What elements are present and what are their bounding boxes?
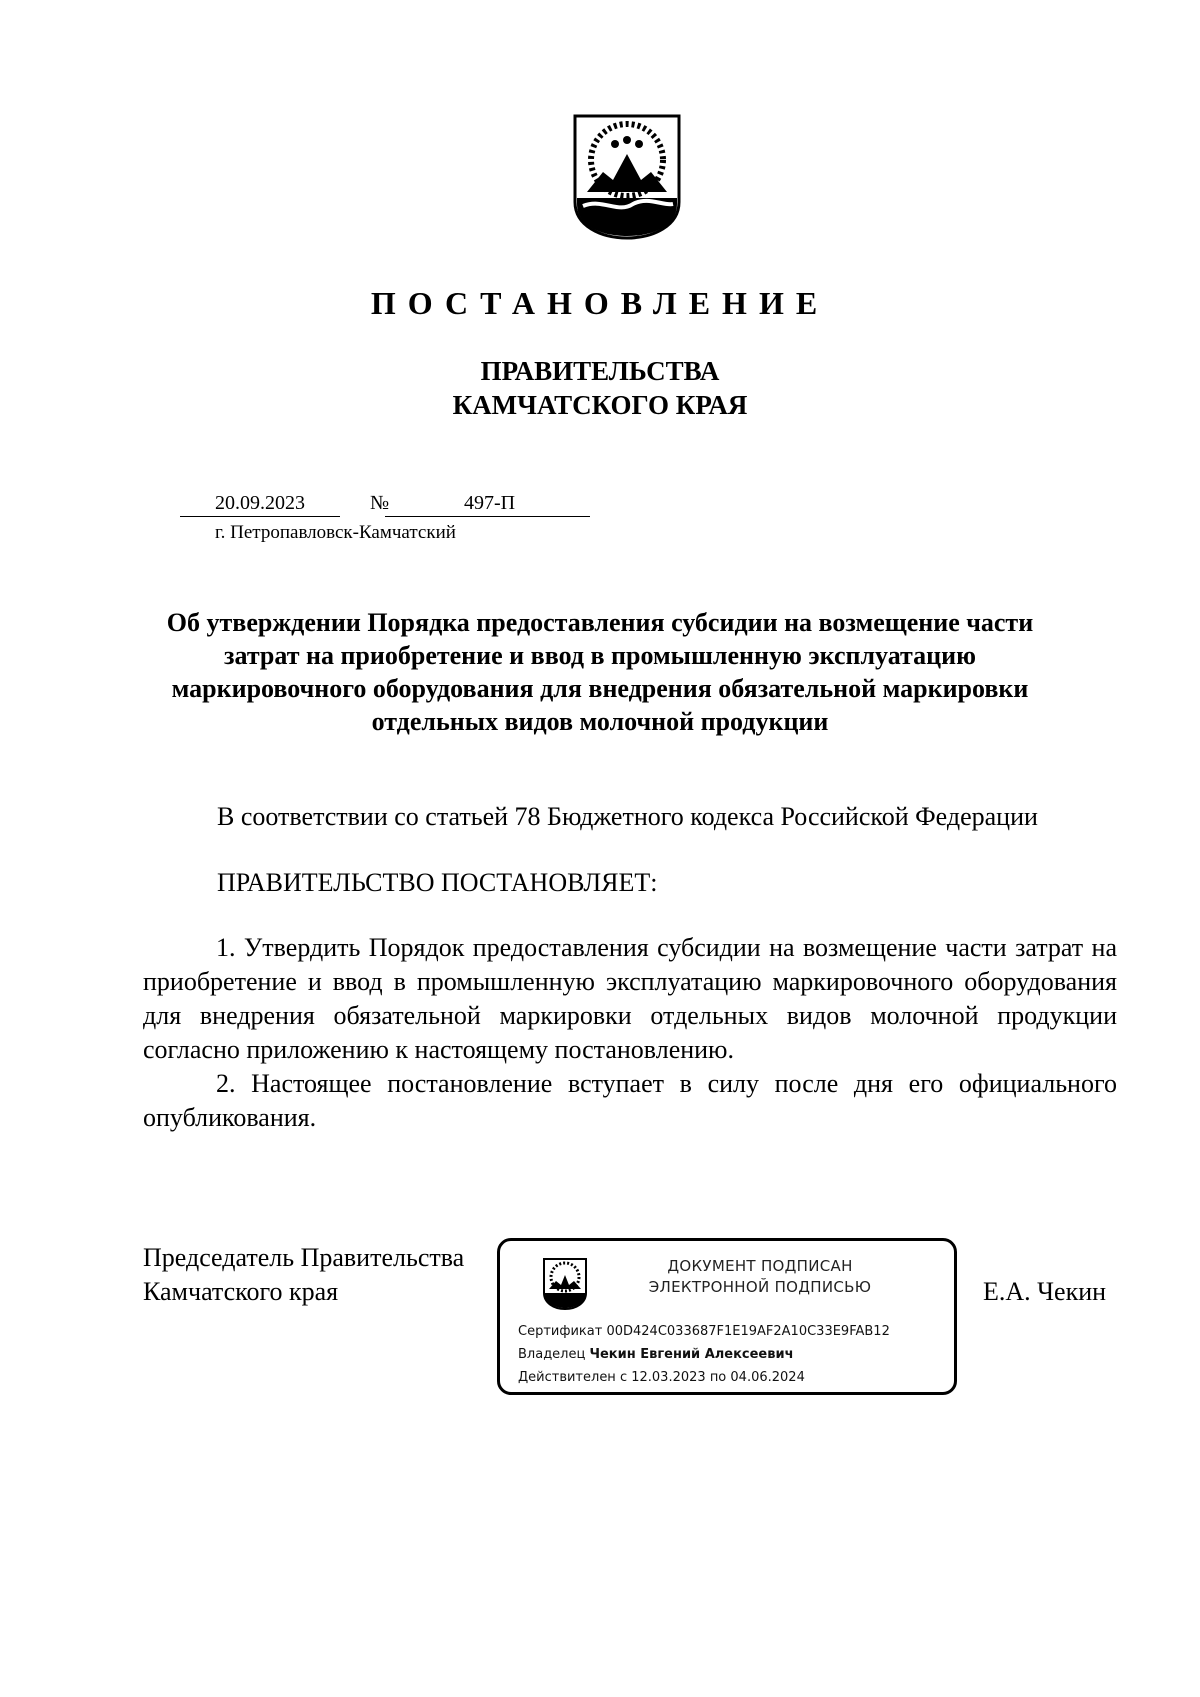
preamble: В соответствии со статьей 78 Бюджетного кодекса Российской Федерации — [217, 802, 1038, 831]
certificate-label: Сертификат — [518, 1324, 603, 1339]
electronic-signature-stamp — [497, 1238, 957, 1395]
date-underline — [180, 516, 340, 517]
document-title: ПОСТАНОВЛЕНИЕ — [370, 285, 830, 321]
resolves-heading: ПРАВИТЕЛЬСТВО ПОСТАНОВЛЯЕТ: — [217, 868, 658, 897]
document-number: 497-П — [464, 492, 516, 514]
number-underline — [385, 516, 590, 517]
subject-line: маркировочного оборудования для внедрения обязательной маркировки — [171, 674, 1029, 703]
subject-line: затрат на приобретение и ввод в промышленную эксплуатацию — [224, 641, 976, 670]
valid-from-label: Действителен с — [518, 1370, 628, 1385]
stamp-validity — [518, 1370, 805, 1385]
stamp-header-line-1: ДОКУМЕНТ ПОДПИСАН — [667, 1257, 853, 1275]
item-1: 1. Утвердить Порядок предоставления субсидии на возмещение части затрат на приобретение и ввод в промышленную эксплуатацию маркировочного оборудования для внедрения обязательной маркировки отдельных видов молочной продукции согласно приложению к настоящему постановлению. — [143, 933, 1117, 1064]
authority-line-1: ПРАВИТЕЛЬСТВА — [480, 356, 720, 386]
stamp-owner — [518, 1347, 794, 1362]
stamp-certificate — [518, 1324, 890, 1339]
authority-line-2: КАМЧАТСКОГО КРАЯ — [452, 390, 748, 420]
signatory-name: Е.А. Чекин — [983, 1277, 1107, 1306]
document-date: 20.09.2023 — [215, 492, 305, 514]
signatory-title-line-2: Камчатского края — [143, 1277, 339, 1306]
valid-from-value: 12.03.2023 — [631, 1370, 706, 1385]
stamp-emblem-icon — [542, 1257, 588, 1311]
subject-line: Об утверждении Порядка предоставления субсидии на возмещение части — [166, 608, 1034, 637]
number-sign: № — [370, 492, 390, 514]
subject-line: отдельных видов молочной продукции — [371, 707, 829, 736]
item-2: 2. Настоящее постановление вступает в силу после дня его официального опубликования. — [143, 1069, 1117, 1132]
valid-to-label: по — [709, 1370, 727, 1385]
document-city: г. Петропавловск-Камчатский — [215, 522, 456, 543]
document-subject — [120, 606, 1080, 738]
stamp-header-line-2: ЭЛЕКТРОННОЙ ПОДПИСЬЮ — [648, 1278, 872, 1296]
certificate-value: 00D424C033687F1E19AF2A10C33E9FAB12 — [606, 1324, 890, 1339]
kamchatka-emblem — [573, 114, 681, 240]
valid-to-value: 04.06.2024 — [730, 1370, 805, 1385]
signatory-title-line-1: Председатель Правительства — [143, 1243, 465, 1272]
owner-value: Чекин Евгений Алексеевич — [589, 1347, 794, 1362]
owner-label: Владелец — [518, 1347, 586, 1362]
